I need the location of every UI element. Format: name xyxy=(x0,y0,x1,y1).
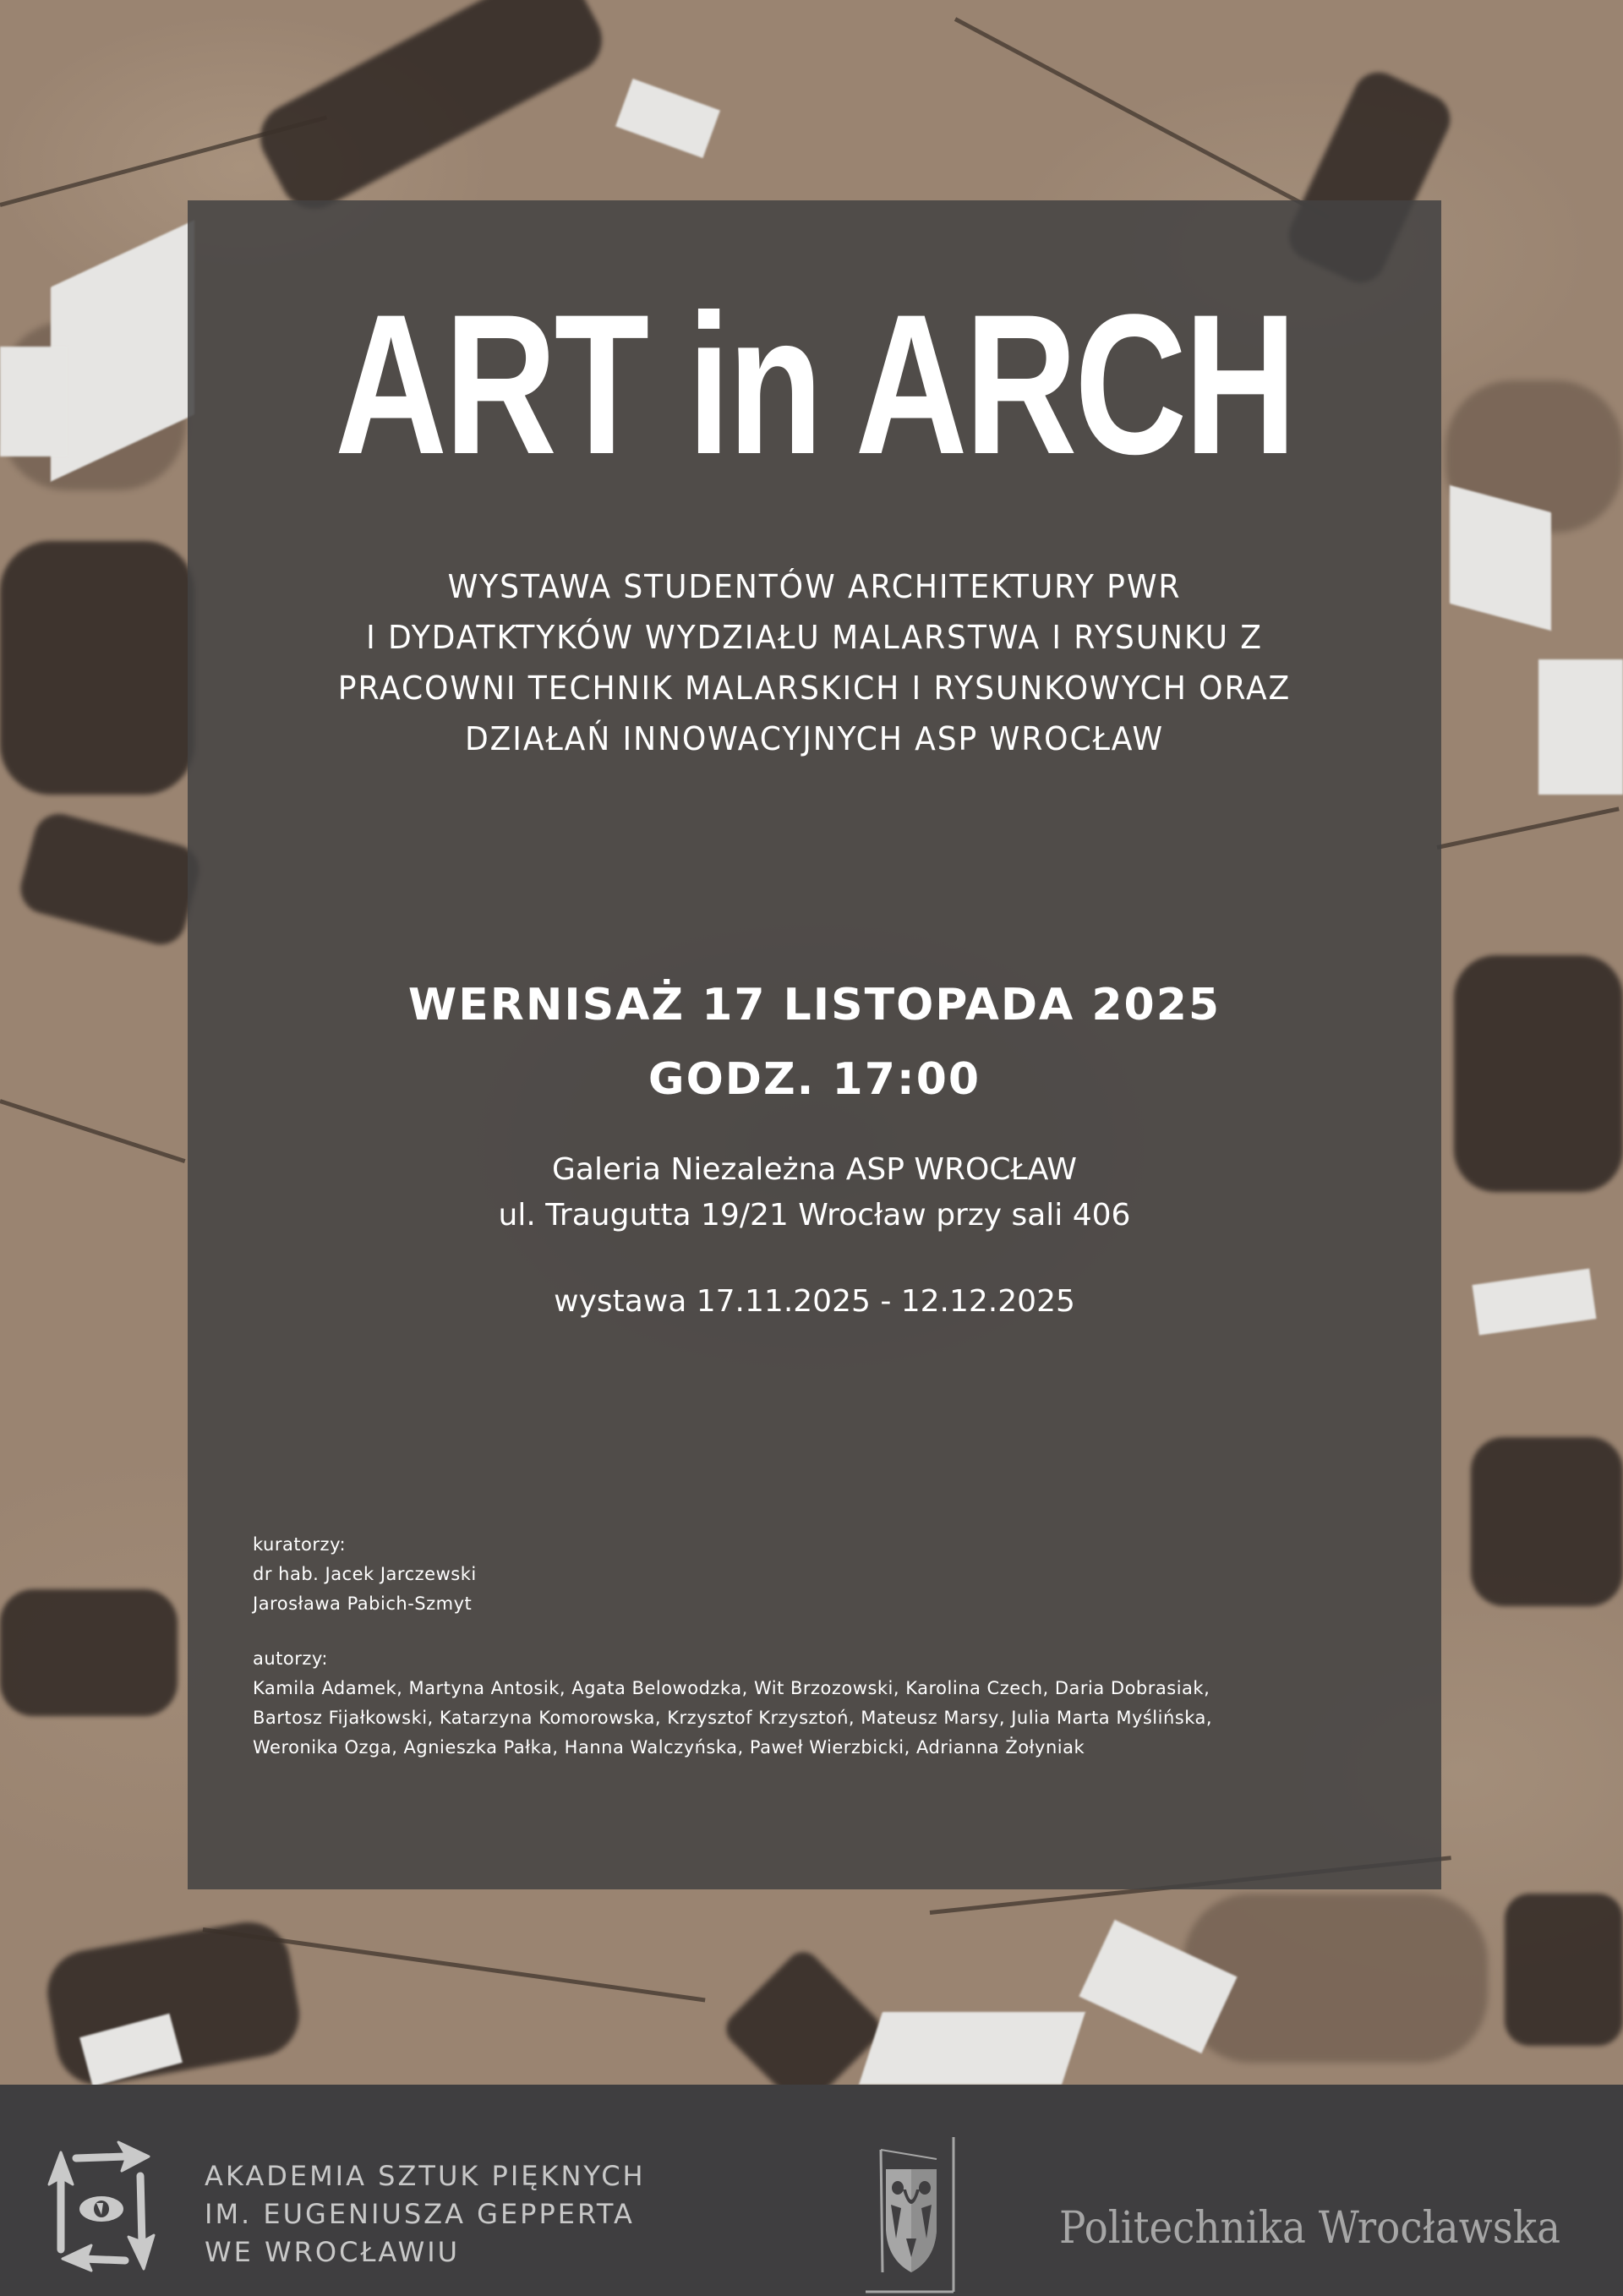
bg-dark-crevice xyxy=(0,1589,178,1716)
bg-crack xyxy=(954,17,1330,219)
venue-info xyxy=(188,1147,1441,1238)
credits xyxy=(253,1530,1391,1763)
opening-date: WERNISAŻ 17 LISTOPADA 2025 xyxy=(407,980,1221,1030)
opening-info xyxy=(188,968,1441,1117)
bg-white-fragment xyxy=(615,79,720,158)
info-panel xyxy=(188,200,1441,1889)
description-line: PRACOWNI TECHNIK MALARSKICH I RYSUNKOWYCH ORAZ xyxy=(337,670,1292,707)
bg-white-fragment xyxy=(0,347,68,456)
bg-crack xyxy=(1436,806,1619,850)
poster-title: ART in ARCH xyxy=(335,273,1294,496)
asp-arrows-eye-logo-icon xyxy=(41,2135,176,2275)
venue-name: Galeria Niezależna ASP WROCŁAW xyxy=(551,1152,1078,1187)
authors-line: Kamila Adamek, Martyna Antosik, Agata Belowodzka, Wit Brzozowski, Karolina Czech, Daria Dobrasiak, xyxy=(253,1678,1210,1698)
exhibition-dates: wystawa 17.11.2025 - 12.12.2025 xyxy=(554,1284,1075,1319)
curator-name: dr hab. Jacek Jarczewski xyxy=(253,1564,477,1584)
asp-name-line: AKADEMIA SZTUK PIĘKNYCH xyxy=(205,2160,646,2192)
asp-name-line: WE WROCŁAWIU xyxy=(205,2236,461,2268)
bg-dark-crevice xyxy=(1505,1894,1623,2046)
eagle-shield-logo-icon xyxy=(866,2137,955,2293)
bg-white-fragment xyxy=(1538,659,1623,795)
description-line: WYSTAWA STUDENTÓW ARCHITEKTURY PWR xyxy=(447,568,1182,605)
pwr-name: Politechnika Wrocławska xyxy=(1059,2203,1560,2254)
bg-white-fragment xyxy=(859,2012,1085,2085)
authors-label: autorzy: xyxy=(253,1648,328,1669)
curator-name: Jarosława Pabich-Szmyt xyxy=(253,1594,473,1614)
bg-white-fragment xyxy=(1473,1269,1597,1336)
curators-block xyxy=(253,1530,1391,1619)
bg-dark-crevice xyxy=(15,808,205,950)
opening-time: GODZ. 17:00 xyxy=(648,1054,981,1105)
description-line: DZIAŁAŃ INNOWACYJNYCH ASP WROCŁAW xyxy=(464,720,1165,757)
venue-address: ul. Traugutta 19/21 Wrocław przy sali 406 xyxy=(498,1198,1131,1233)
asp-name xyxy=(205,2157,646,2271)
authors-line: Weronika Ozga, Agnieszka Pałka, Hanna Walczyńska, Paweł Wierzbicki, Adrianna Żołyniak xyxy=(253,1737,1085,1758)
bg-dark-crevice xyxy=(0,541,194,795)
curators-label: kuratorzy: xyxy=(253,1534,347,1555)
footer xyxy=(0,2085,1623,2296)
bg-dark-crevice xyxy=(249,0,614,221)
asp-name-line: IM. EUGENIUSZA GEPPERTA xyxy=(205,2198,635,2230)
bg-dark-crevice xyxy=(1454,955,1623,1192)
authors-line: Bartosz Fijałkowski, Katarzyna Komorowska, Krzysztof Krzysztoń, Mateusz Marsy, Julia Marta Myślińska, xyxy=(253,1708,1213,1728)
exhibition-description xyxy=(219,561,1410,764)
bg-crack xyxy=(0,1099,186,1163)
authors-block xyxy=(253,1644,1391,1763)
bg-dark-crevice xyxy=(719,1945,887,2085)
bg-dark-crevice xyxy=(1471,1437,1623,1606)
description-line: I DYDATKTYKÓW WYDZIAŁU MALARSTWA I RYSUNKU Z xyxy=(366,619,1263,656)
